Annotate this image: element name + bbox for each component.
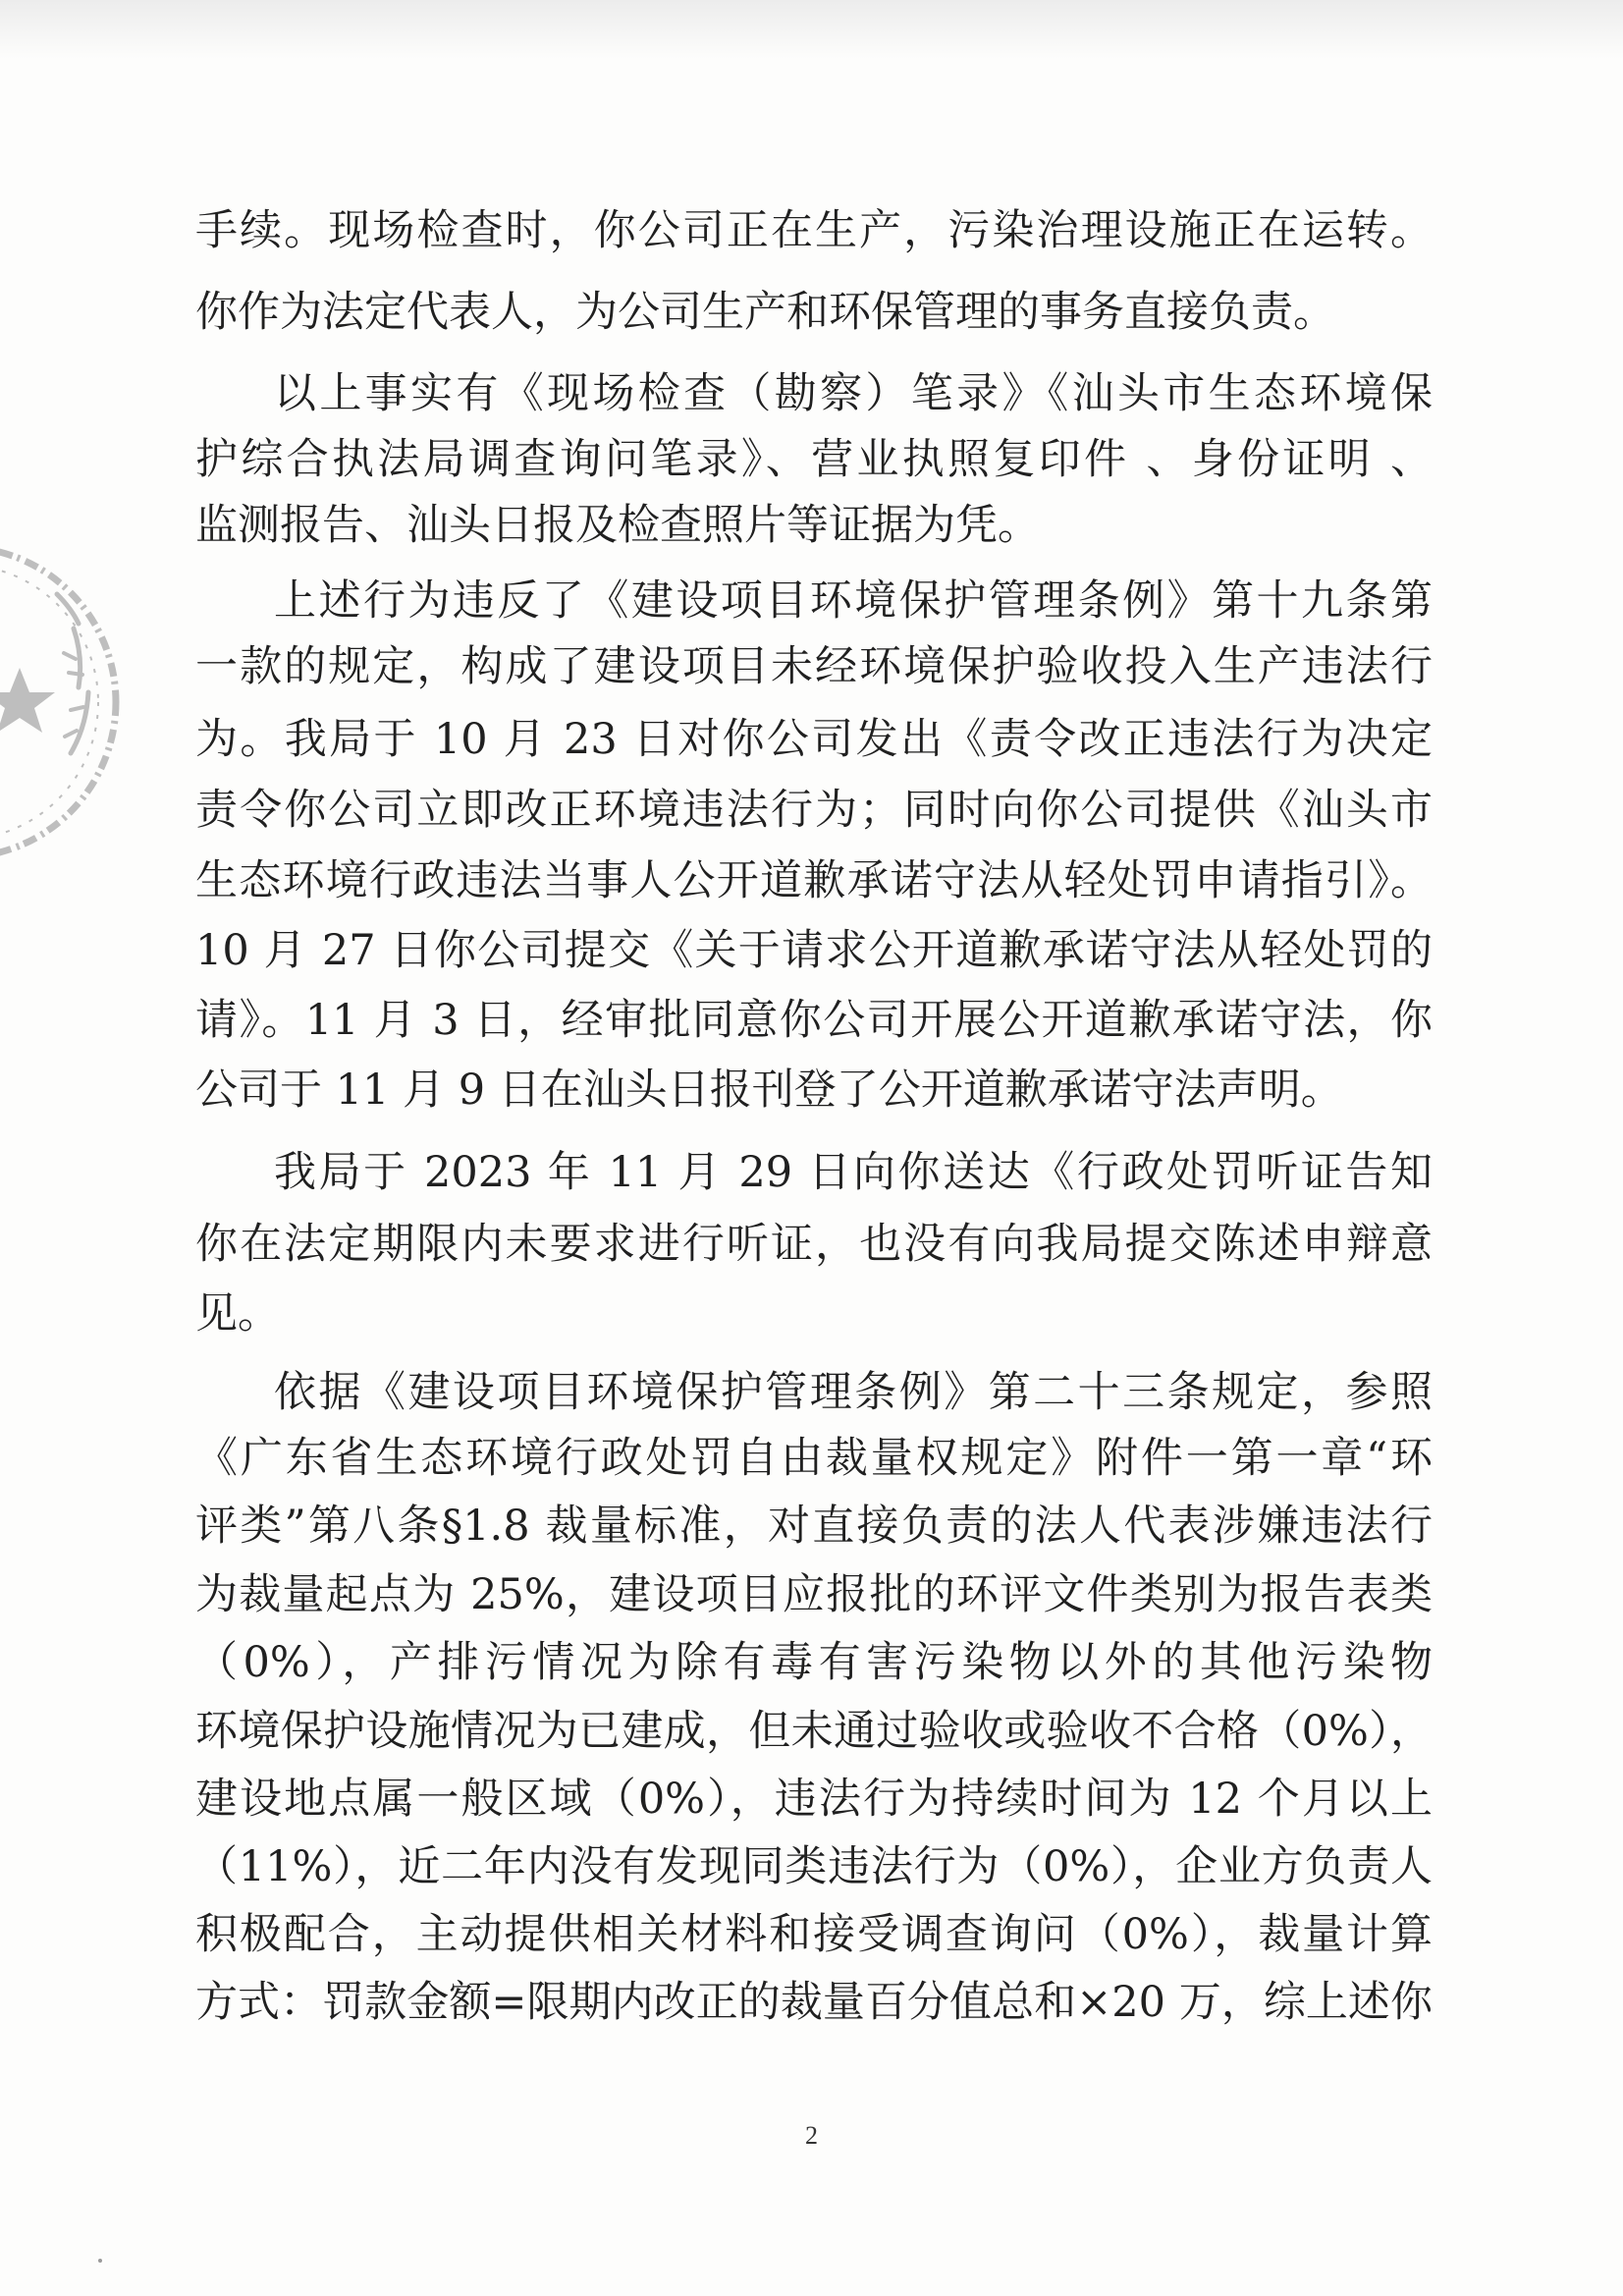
text-line-20: 为裁量起点为 25%，建设项目应报批的环评文件类别为报告表类 (195, 1570, 1433, 1619)
text-line-14: 我局于 2023 年 11 月 29 日向你送达《行政处罚听证告知 (274, 1148, 1433, 1197)
official-seal-icon (0, 535, 128, 869)
text-line-26: 方式：罚款金额=限期内改正的裁量百分值总和×20 万，综上述你 (195, 1978, 1433, 2027)
text-line-25: 积极配合，主动提供相关材料和接受调查询问（0%），裁量计算 (195, 1910, 1433, 1959)
scan-speck (98, 2259, 102, 2263)
text-line-1: 手续。现场检查时，你公司正在生产，污染治理设施正在运转。 (195, 206, 1433, 255)
text-line-3: 以上事实有《现场检查（勘察）笔录》《汕头市生态环境保 (274, 369, 1433, 418)
text-line-9: 责令你公司立即改正环境违法行为；同时向你公司提供《汕头市 (195, 786, 1433, 835)
text-line-7: 一款的规定，构成了建设项目未经环境保护验收投入生产违法行 (195, 642, 1433, 691)
text-line-10: 生态环境行政违法当事人公开道歉承诺守法从轻处罚申请指引》。 (195, 856, 1433, 905)
text-line-12: 请》。11 月 3 日，经审批同意你公司开展公开道歉承诺守法，你 (195, 996, 1433, 1045)
text-line-8: 为。我局于 10 月 23 日对你公司发出《责令改正违法行为决定 (195, 715, 1433, 764)
text-line-11: 10 月 27 日你公司提交《关于请求公开道歉承诺守法从轻处罚的 (195, 926, 1433, 975)
page-number: 2 (805, 2121, 818, 2150)
text-line-23: 建设地点属一般区域（0%），违法行为持续时间为 12 个月以上 (195, 1775, 1433, 1824)
text-line-6: 上述行为违反了《建设项目环境保护管理条例》第十九条第 (274, 576, 1433, 626)
text-line-21: （0%），产排污情况为除有毒有害污染物以外的其他污染物 (195, 1638, 1433, 1687)
text-line-2: 你作为法定代表人，为公司生产和环保管理的事务直接负责。 (195, 288, 1335, 337)
text-line-16: 见。 (195, 1289, 280, 1339)
text-line-5: 监测报告、汕头日报及检查照片等证据为凭。 (195, 501, 1040, 550)
text-line-18: 《广东省生态环境行政处罚自由裁量权规定》附件一第一章“环 (195, 1434, 1433, 1483)
text-line-22: 环境保护设施情况为已建成，但未通过验收或验收不合格（0%）， (195, 1707, 1433, 1756)
text-line-17: 依据《建设项目环境保护管理条例》第二十三条规定，参照 (274, 1368, 1433, 1417)
text-line-24: （11%），近二年内没有发现同类违法行为（0%），企业方负责人 (195, 1842, 1433, 1891)
scan-top-shadow (0, 0, 1623, 59)
text-line-19: 评类”第八条§1.8 裁量标准，对直接负责的法人代表涉嫌违法行 (195, 1502, 1433, 1551)
text-line-4: 护综合执法局调查询问笔录》、营业执照复印件 、身份证明 、 (195, 435, 1433, 484)
text-line-13: 公司于 11 月 9 日在汕头日报刊登了公开道歉承诺守法声明。 (195, 1066, 1343, 1115)
text-line-15: 你在法定期限内未要求进行听证，也没有向我局提交陈述申辩意 (195, 1220, 1433, 1269)
